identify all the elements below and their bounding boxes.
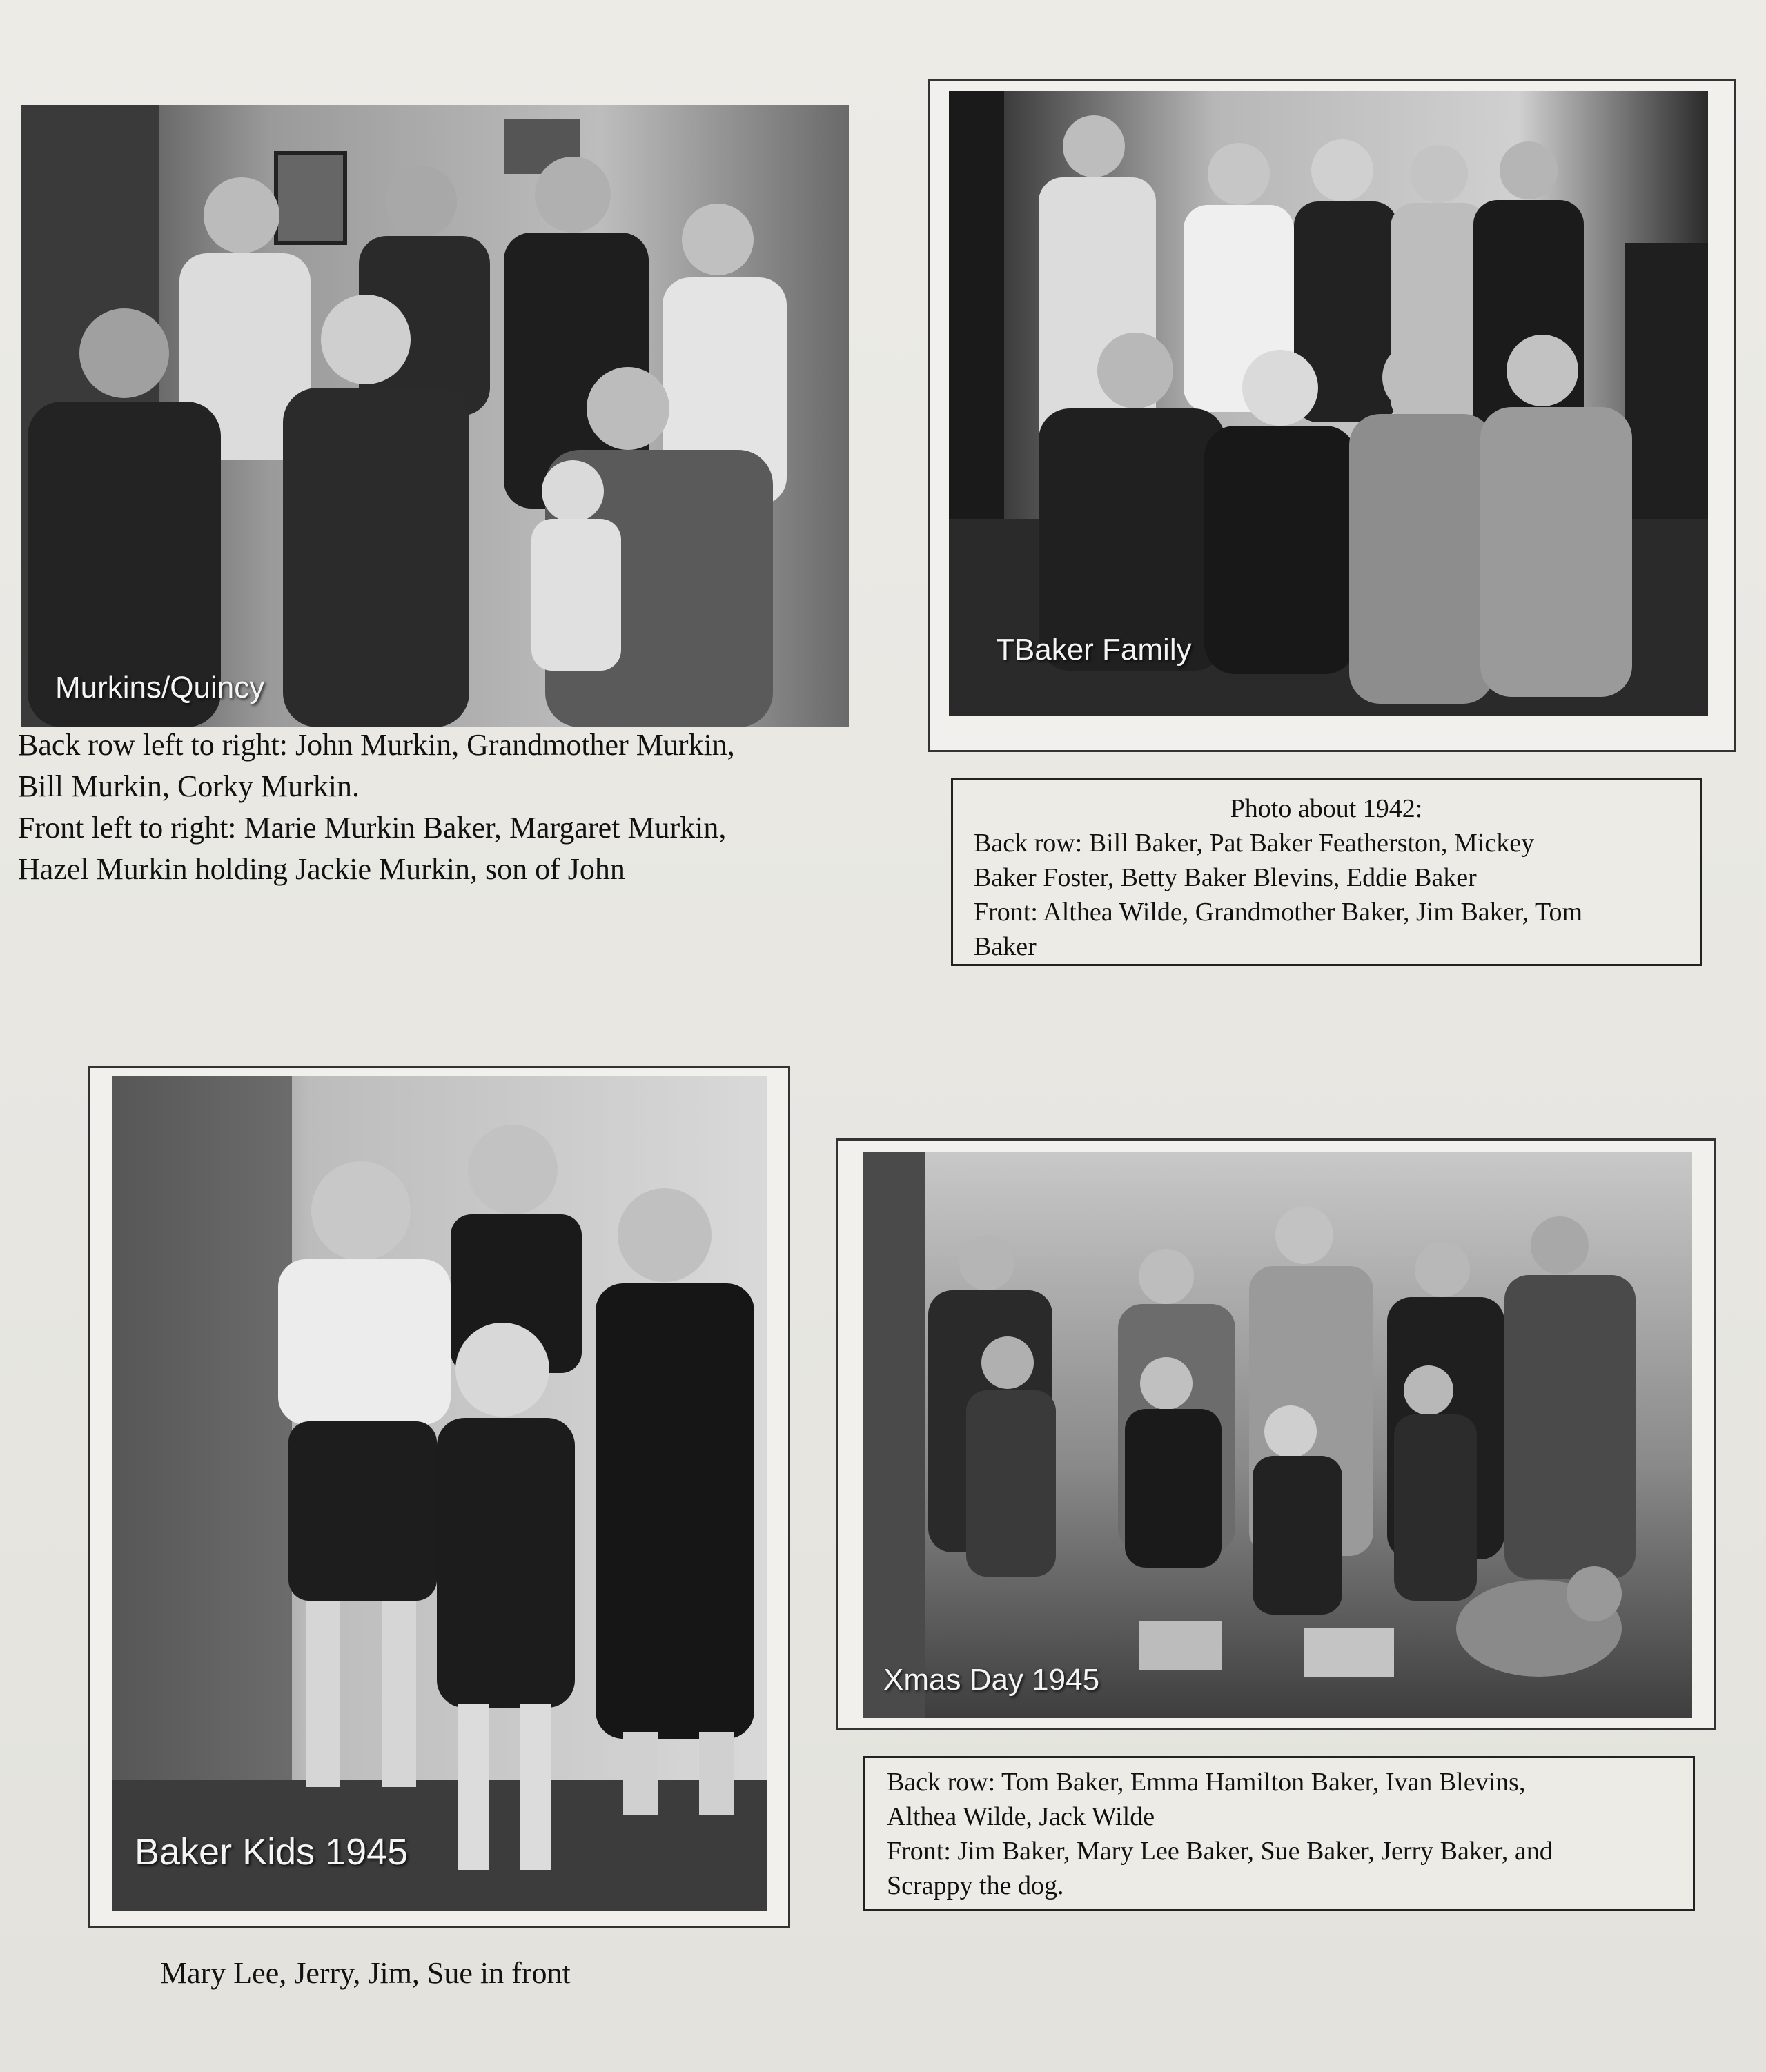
caption-tbaker-line: Back row: Bill Baker, Pat Baker Featherston, Mickey <box>974 829 1535 858</box>
caption-xmas-line: Back row: Tom Baker, Emma Hamilton Baker, Ivan Blevins, <box>887 1768 1526 1797</box>
caption-murkins <box>18 724 735 890</box>
photo-murkins-quincy <box>21 105 849 727</box>
photo-xmas-day <box>863 1152 1692 1718</box>
caption-box-xmas <box>863 1756 1695 1911</box>
caption-box-tbaker <box>951 778 1702 966</box>
photo-tbaker-family <box>949 91 1708 716</box>
caption-murkins-line: Back row left to right: John Murkin, Grandmother Murkin, <box>18 728 735 762</box>
caption-xmas-line: Scrappy the dog. <box>887 1871 1064 1900</box>
photo-baker-kids-image <box>112 1076 767 1911</box>
photo-label-baker-kids: Baker Kids 1945 <box>135 1831 409 1873</box>
photo-label-murkins: Murkins/Quincy <box>55 671 265 704</box>
caption-murkins-line: Bill Murkin, Corky Murkin. <box>18 769 360 803</box>
caption-murkins-line: Front left to right: Marie Murkin Baker, Margaret Murkin, <box>18 811 727 845</box>
caption-tbaker-heading: Photo about 1942: <box>1230 794 1423 823</box>
photo-baker-kids <box>112 1076 767 1911</box>
caption-xmas-line: Althea Wilde, Jack Wilde <box>887 1802 1155 1831</box>
caption-baker-kids: Mary Lee, Jerry, Jim, Sue in front <box>160 1956 571 1990</box>
caption-tbaker-line: Baker <box>974 932 1037 961</box>
caption-xmas-line: Front: Jim Baker, Mary Lee Baker, Sue Baker, Jerry Baker, and <box>887 1837 1553 1866</box>
photo-label-tbaker: TBaker Family <box>996 633 1192 667</box>
caption-murkins-line: Hazel Murkin holding Jackie Murkin, son of John <box>18 852 625 886</box>
caption-tbaker-line: Front: Althea Wilde, Grandmother Baker, Jim Baker, Tom <box>974 898 1583 927</box>
caption-tbaker-line: Baker Foster, Betty Baker Blevins, Eddie Baker <box>974 863 1477 892</box>
photo-xmas-image <box>863 1152 1692 1718</box>
photo-tbaker-image <box>949 91 1708 716</box>
photo-label-xmas: Xmas Day 1945 <box>883 1663 1100 1697</box>
photo-murkins-image <box>21 105 849 727</box>
